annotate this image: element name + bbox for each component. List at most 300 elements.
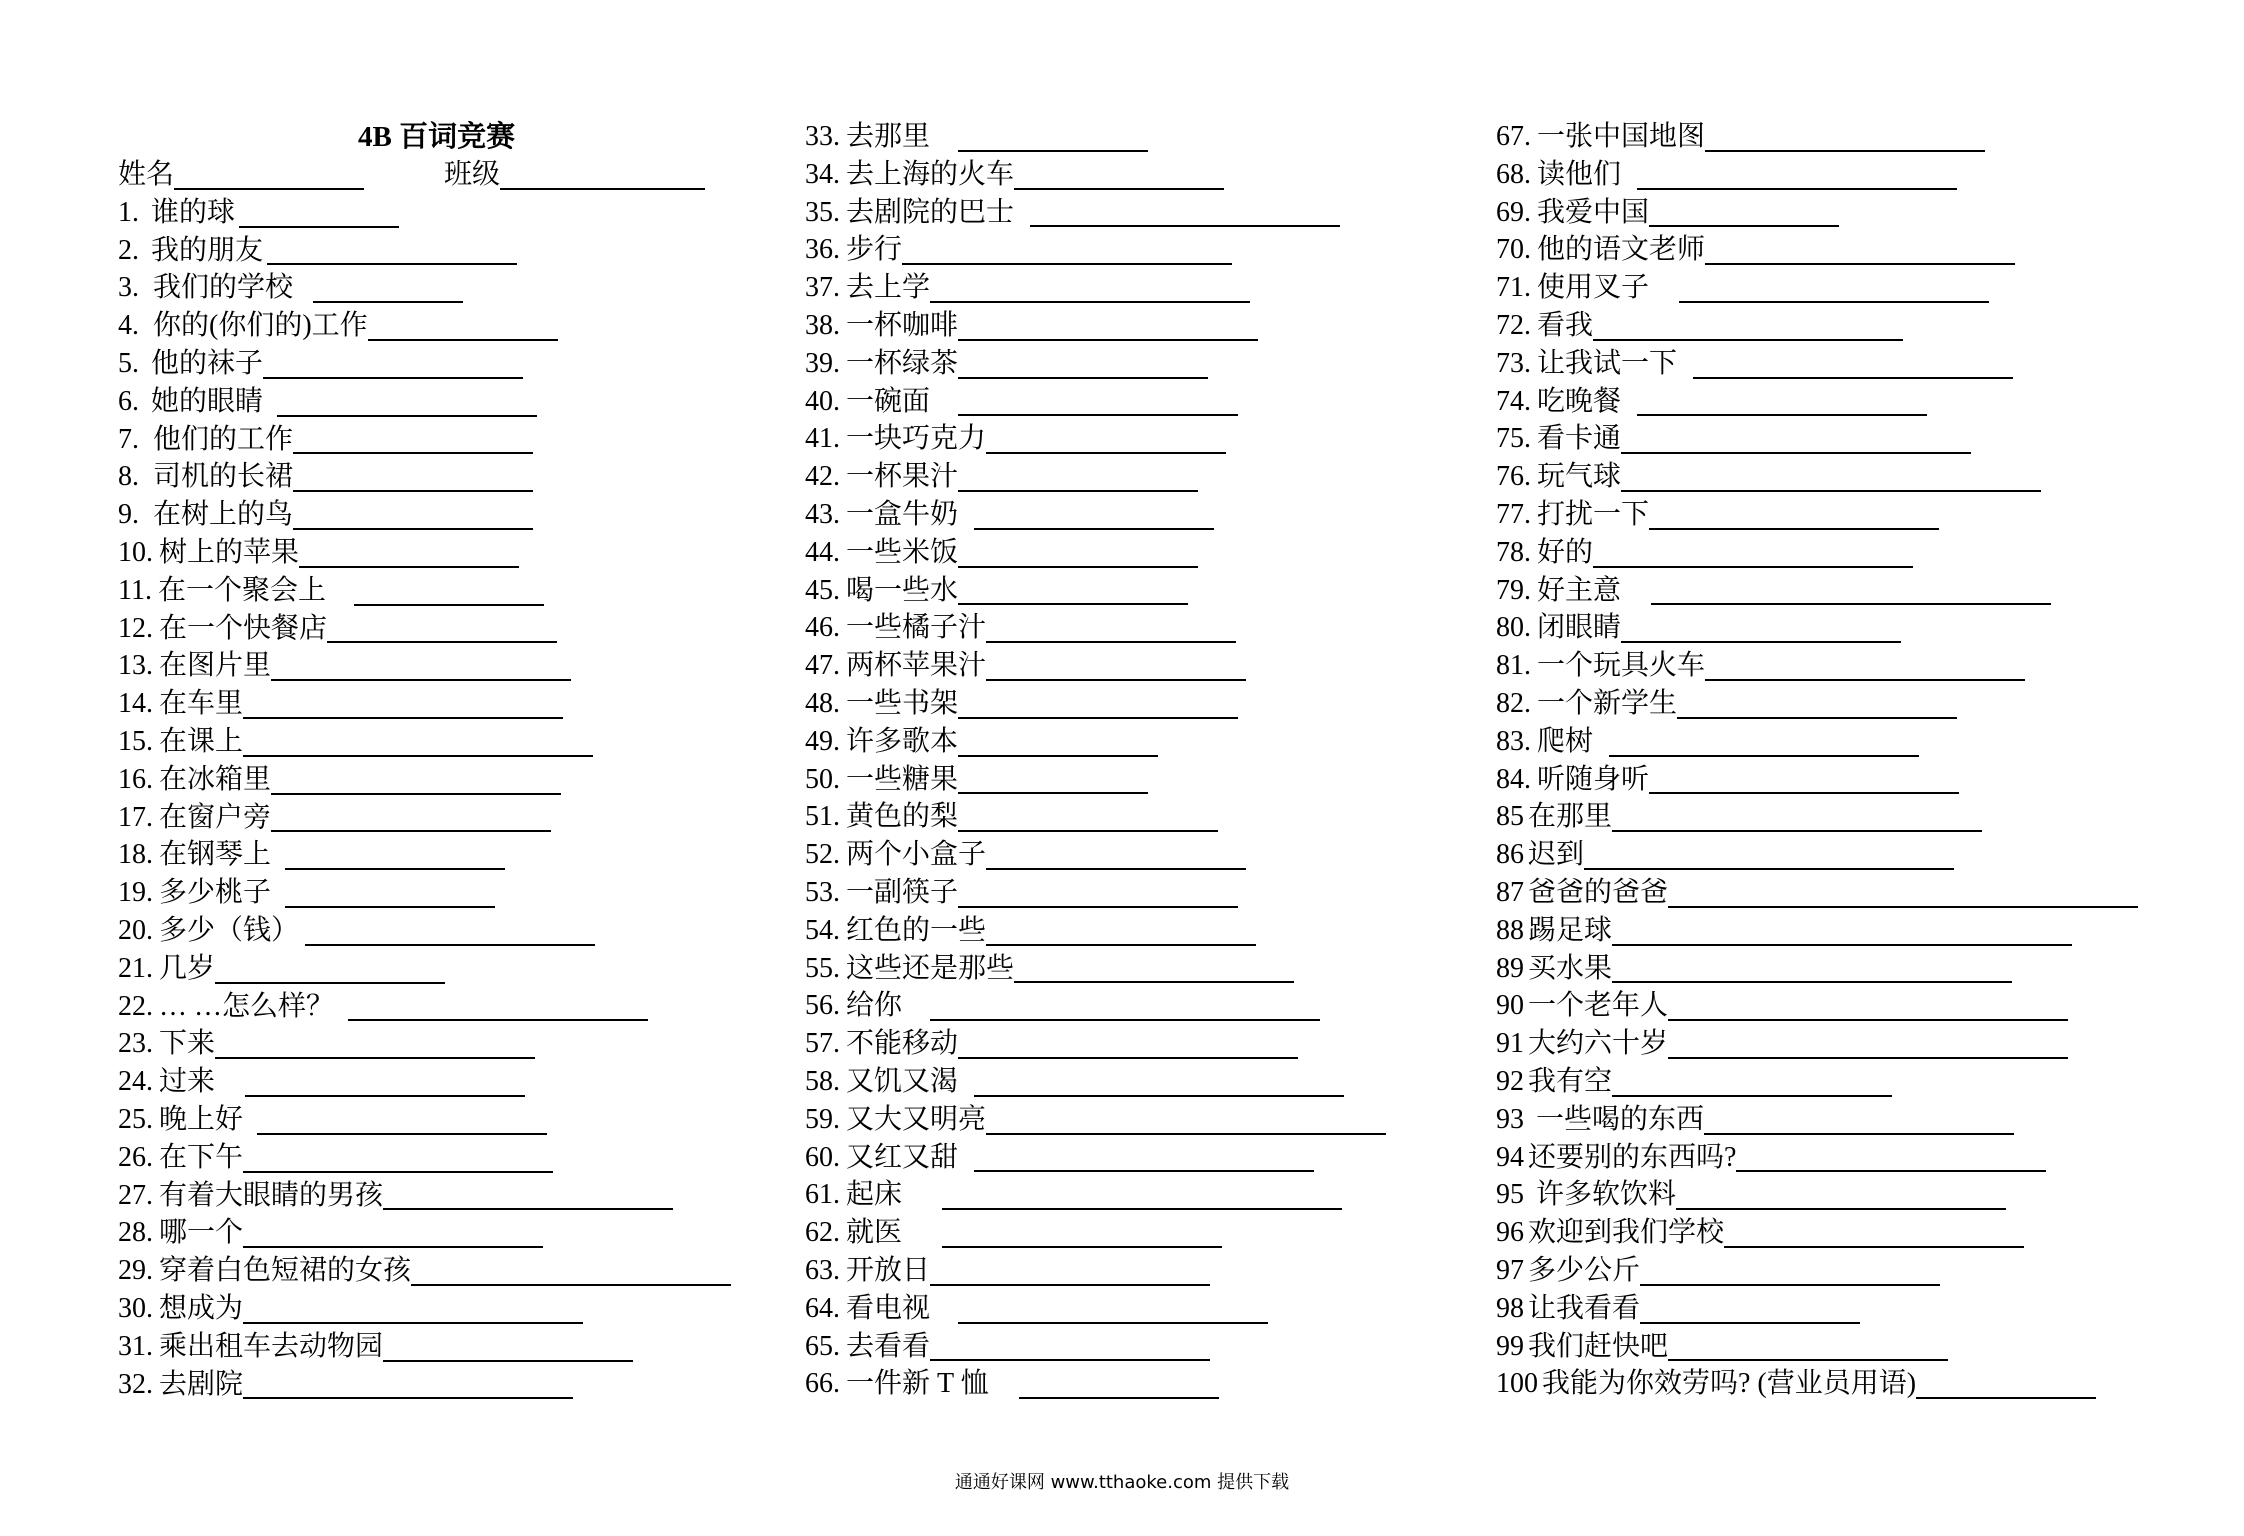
answer-blank[interactable]	[1649, 201, 1839, 227]
answer-blank[interactable]	[299, 542, 519, 568]
item-text: 一些糖果	[846, 763, 959, 795]
answer-blank[interactable]	[1637, 390, 1927, 416]
list-item	[805, 269, 1400, 307]
item-number: 29.	[118, 1255, 153, 1287]
item-text: … …怎么样？	[159, 990, 335, 1022]
list-item	[118, 1252, 758, 1290]
list-item	[118, 799, 758, 837]
answer-blank[interactable]	[1612, 806, 1982, 832]
item-number: 90	[1496, 990, 1524, 1022]
item-number: 57.	[805, 1028, 840, 1060]
item-number: 5.	[118, 347, 139, 379]
answer-blank[interactable]	[1584, 844, 1954, 870]
answer-blank[interactable]	[1649, 768, 1959, 794]
column-3	[1496, 118, 2156, 1403]
list-item	[805, 156, 1400, 194]
item-text: 去看看	[846, 1330, 931, 1362]
answer-blank[interactable]	[215, 958, 445, 984]
item-number: 98	[1496, 1292, 1524, 1324]
item-number: 31.	[118, 1330, 153, 1362]
list-item	[118, 1214, 758, 1252]
item-text: 读他们	[1537, 158, 1622, 190]
item-text: 在课上	[159, 725, 244, 757]
list-item	[1496, 572, 2156, 610]
item-number: 58.	[805, 1065, 840, 1097]
item-number: 38.	[805, 309, 840, 341]
item-text: 一些橘子汁	[846, 612, 987, 644]
answer-blank[interactable]	[986, 655, 1246, 681]
item-text: 看卡通	[1537, 423, 1622, 455]
answer-blank[interactable]	[958, 1033, 1298, 1059]
item-number: 56.	[805, 990, 840, 1022]
item-text: 去那里	[846, 121, 931, 152]
answer-blank[interactable]	[958, 882, 1238, 908]
list-item	[1496, 912, 2156, 950]
list-item	[1496, 1063, 2156, 1101]
answer-blank[interactable]	[974, 1071, 1344, 1097]
answer-blank[interactable]	[930, 277, 1250, 303]
list-item	[805, 383, 1400, 421]
item-text: 许多歌本	[846, 725, 959, 757]
item-text: 在冰箱里	[159, 763, 272, 795]
list-item	[1496, 1328, 2156, 1366]
word-list	[805, 118, 1400, 1403]
item-number: 8.	[118, 461, 139, 493]
list-item	[1496, 458, 2156, 496]
item-number: 42.	[805, 461, 840, 493]
item-text: 他的语文老师	[1537, 234, 1706, 266]
answer-blank[interactable]	[958, 390, 1238, 416]
answer-blank[interactable]	[986, 844, 1246, 870]
answer-blank[interactable]	[1693, 353, 2013, 379]
answer-blank[interactable]	[1677, 693, 1957, 719]
item-number: 53.	[805, 876, 840, 908]
item-number: 75.	[1496, 423, 1531, 455]
answer-blank[interactable]	[974, 504, 1214, 530]
item-text: 步行	[846, 234, 903, 266]
list-item	[805, 1328, 1400, 1366]
item-text: 喝一些水	[846, 574, 959, 606]
item-text: 谁的球	[151, 196, 236, 228]
answer-blank[interactable]	[902, 239, 1232, 265]
answer-blank[interactable]	[1640, 1298, 1860, 1324]
answer-blank[interactable]	[1668, 882, 2138, 908]
class-blank[interactable]	[500, 164, 705, 190]
answer-blank[interactable]	[974, 1146, 1314, 1172]
item-text: 在树上的鸟	[153, 499, 294, 531]
item-text: 让我试一下	[1537, 347, 1678, 379]
answer-blank[interactable]	[245, 1071, 525, 1097]
item-number: 68.	[1496, 158, 1531, 190]
answer-blank[interactable]	[930, 1260, 1210, 1286]
list-item	[805, 307, 1400, 345]
answer-blank[interactable]	[958, 353, 1208, 379]
item-text: 过来	[159, 1066, 216, 1098]
item-text: 乘出租车去动物园	[159, 1330, 384, 1362]
answer-blank[interactable]	[313, 277, 463, 303]
answer-blank[interactable]	[1621, 466, 2041, 492]
class-label: 班级	[444, 159, 501, 190]
item-text: 在一个快餐店	[159, 612, 328, 644]
item-number: 67.	[1496, 121, 1531, 152]
answer-blank[interactable]	[1916, 1373, 2096, 1399]
item-text: 一副筷子	[846, 876, 959, 908]
list-item	[118, 950, 758, 988]
list-item	[1496, 269, 2156, 307]
answer-blank[interactable]	[1649, 504, 1939, 530]
page-title: 4B 百词竞赛	[358, 121, 516, 153]
item-number: 94	[1496, 1141, 1524, 1173]
list-item	[805, 1365, 1400, 1403]
answer-blank[interactable]	[327, 617, 557, 643]
item-number: 27.	[118, 1179, 153, 1211]
answer-blank[interactable]	[1668, 1335, 1948, 1361]
answer-blank[interactable]	[285, 882, 495, 908]
footer-text: 通通好课网 www.tthaoke.com 提供下载	[954, 1472, 1290, 1493]
list-item	[805, 1025, 1400, 1063]
item-text: 我的朋友	[151, 234, 264, 266]
item-number: 21.	[118, 952, 153, 984]
answer-blank[interactable]	[986, 920, 1256, 946]
item-text: 给你	[846, 990, 903, 1022]
item-number: 51.	[805, 801, 840, 833]
answer-blank[interactable]	[958, 315, 1258, 341]
item-number: 72.	[1496, 309, 1531, 341]
list-item	[118, 1290, 758, 1328]
item-text: 穿着白色短裙的女孩	[159, 1255, 412, 1287]
item-text: 树上的苹果	[159, 536, 300, 568]
word-list	[1496, 118, 2156, 1403]
answer-blank[interactable]	[1736, 1146, 2046, 1172]
item-number: 44.	[805, 536, 840, 568]
list-item	[118, 421, 758, 459]
item-text: 玩气球	[1537, 461, 1622, 493]
item-text: 在窗户旁	[159, 801, 272, 833]
item-number: 61.	[805, 1179, 840, 1211]
item-text: 她的眼睛	[151, 385, 264, 417]
list-item	[118, 1101, 758, 1139]
list-item	[1496, 685, 2156, 723]
list-item	[805, 685, 1400, 723]
answer-blank[interactable]	[243, 1147, 553, 1173]
list-item	[118, 345, 758, 383]
list-item	[1496, 118, 2156, 156]
list-item	[1496, 836, 2156, 874]
answer-blank[interactable]	[243, 693, 563, 719]
list-item	[118, 383, 758, 421]
answer-blank[interactable]	[1030, 201, 1340, 227]
answer-blank[interactable]	[243, 1222, 543, 1248]
item-text: 一杯绿茶	[846, 347, 959, 379]
column-2	[805, 118, 1400, 1403]
item-text: 我爱中国	[1537, 196, 1650, 228]
list-item	[118, 836, 758, 874]
list-item	[1496, 194, 2156, 232]
answer-blank[interactable]	[243, 731, 593, 757]
answer-blank[interactable]	[1705, 655, 2025, 681]
answer-blank[interactable]	[1014, 957, 1294, 983]
item-text: 吃晚餐	[1537, 385, 1622, 417]
list-item	[118, 1063, 758, 1101]
answer-blank[interactable]	[1705, 239, 2015, 265]
item-text: 他们的工作	[153, 423, 294, 455]
list-item	[805, 1101, 1400, 1139]
item-number: 4.	[118, 310, 139, 342]
answer-blank[interactable]	[1612, 957, 2012, 983]
answer-blank[interactable]	[1019, 1373, 1219, 1399]
answer-blank[interactable]	[1593, 542, 1913, 568]
answer-blank[interactable]	[958, 693, 1238, 719]
answer-blank[interactable]	[958, 731, 1158, 757]
answer-blank[interactable]	[1612, 920, 2072, 946]
answer-blank[interactable]	[1651, 579, 2051, 605]
answer-blank[interactable]	[277, 391, 537, 417]
answer-blank[interactable]	[1609, 731, 1919, 757]
item-text: 一些米饭	[846, 536, 959, 568]
answer-blank[interactable]	[958, 542, 1198, 568]
item-text: 我们赶快吧	[1528, 1330, 1669, 1362]
item-text: 我能为你效劳吗? (营业员用语)	[1542, 1368, 1917, 1400]
answer-blank[interactable]	[271, 769, 561, 795]
item-text: 打扰一下	[1537, 498, 1650, 530]
item-number: 41.	[805, 423, 840, 455]
answer-blank[interactable]	[1668, 995, 2068, 1021]
item-text: 使用叉子	[1537, 272, 1650, 304]
item-text: 在图片里	[159, 650, 272, 682]
list-item	[1496, 950, 2156, 988]
answer-blank[interactable]	[267, 239, 517, 265]
list-item	[805, 345, 1400, 383]
item-number: 64.	[805, 1292, 840, 1324]
item-number: 65.	[805, 1330, 840, 1362]
answer-blank[interactable]	[986, 428, 1226, 454]
item-number: 80.	[1496, 612, 1531, 644]
item-text: 又饥又渴	[846, 1065, 959, 1097]
answer-blank[interactable]	[986, 1109, 1386, 1135]
item-number: 82.	[1496, 687, 1531, 719]
list-item	[805, 950, 1400, 988]
answer-blank[interactable]	[293, 428, 533, 454]
item-text: 去剧院	[159, 1368, 244, 1400]
item-number: 33.	[805, 121, 840, 152]
item-text: 爸爸的爸爸	[1528, 876, 1669, 908]
item-text: 开放日	[846, 1254, 931, 1286]
item-number: 83.	[1496, 725, 1531, 757]
answer-blank[interactable]	[305, 920, 595, 946]
answer-blank[interactable]	[271, 806, 551, 832]
list-item	[118, 761, 758, 799]
item-text: 一个老年人	[1528, 990, 1669, 1022]
item-text: 爬树	[1537, 725, 1594, 757]
answer-blank[interactable]	[942, 1184, 1342, 1210]
answer-blank[interactable]	[1704, 1109, 2014, 1135]
item-number: 54.	[805, 914, 840, 946]
answer-blank[interactable]	[243, 1298, 583, 1324]
name-blank[interactable]	[174, 164, 364, 190]
item-number: 32.	[118, 1368, 153, 1400]
item-text: 多少公斤	[1528, 1254, 1641, 1286]
item-text: 买水果	[1528, 952, 1613, 984]
item-number: 59.	[805, 1103, 840, 1135]
item-text: 迟到	[1528, 839, 1585, 871]
answer-blank[interactable]	[1668, 1033, 2068, 1059]
answer-blank[interactable]	[1612, 1071, 1892, 1097]
item-text: 我们的学校	[153, 272, 294, 304]
answer-blank[interactable]	[1640, 1260, 1940, 1286]
list-item	[805, 874, 1400, 912]
item-text: 就医	[846, 1217, 903, 1249]
answer-blank[interactable]	[1676, 1184, 2006, 1210]
answer-blank[interactable]	[383, 1336, 633, 1362]
item-number: 74.	[1496, 385, 1531, 417]
answer-blank[interactable]	[958, 579, 1188, 605]
list-item	[805, 194, 1400, 232]
list-item	[805, 647, 1400, 685]
item-text: 好的	[1537, 536, 1594, 568]
item-number: 69.	[1496, 196, 1531, 228]
item-number: 11.	[118, 574, 152, 606]
item-number: 48.	[805, 687, 840, 719]
item-text: 在一个聚会上	[157, 574, 326, 606]
item-text: 看我	[1537, 309, 1594, 341]
item-number: 43.	[805, 498, 840, 530]
item-number: 71.	[1496, 272, 1531, 304]
answer-blank[interactable]	[293, 504, 533, 530]
item-number: 99	[1496, 1330, 1524, 1362]
answer-blank[interactable]	[368, 315, 558, 341]
answer-blank[interactable]	[1705, 126, 1985, 152]
item-number: 12.	[118, 612, 153, 644]
item-number: 13.	[118, 650, 153, 682]
list-item	[805, 496, 1400, 534]
item-text: 欢迎到我们学校	[1528, 1217, 1725, 1249]
answer-blank[interactable]	[271, 655, 571, 681]
list-item	[118, 307, 758, 345]
item-text: 两个小盒子	[846, 839, 987, 871]
item-number: 1.	[118, 196, 139, 228]
answer-blank[interactable]	[293, 466, 533, 492]
item-number: 39.	[805, 347, 840, 379]
item-text: 我有空	[1528, 1065, 1613, 1097]
item-text: 一张中国地图	[1537, 121, 1706, 152]
list-item	[805, 572, 1400, 610]
answer-blank[interactable]	[215, 1033, 535, 1059]
list-item	[805, 420, 1400, 458]
list-item	[805, 912, 1400, 950]
answer-blank[interactable]	[1014, 164, 1224, 190]
answer-blank[interactable]	[348, 995, 648, 1021]
item-number: 14.	[118, 688, 153, 720]
answer-blank[interactable]	[354, 580, 544, 606]
list-item	[118, 496, 758, 534]
answer-blank[interactable]	[958, 768, 1148, 794]
item-text: 一个新学生	[1537, 687, 1678, 719]
item-text: 多少（钱）	[159, 914, 300, 946]
item-text: 几岁	[159, 952, 216, 984]
answer-blank[interactable]	[930, 995, 1320, 1021]
item-text: 司机的长裙	[153, 461, 294, 493]
item-number: 97	[1496, 1254, 1524, 1286]
list-item	[118, 534, 758, 572]
item-number: 45.	[805, 574, 840, 606]
item-text: 你的(你们的)工作	[153, 310, 368, 342]
list-item	[118, 874, 758, 912]
answer-blank[interactable]	[1621, 428, 1971, 454]
item-text: 踢足球	[1528, 914, 1613, 946]
answer-blank[interactable]	[942, 1222, 1222, 1248]
item-text: 好主意	[1537, 574, 1622, 606]
answer-blank[interactable]	[285, 844, 505, 870]
list-item	[118, 1328, 758, 1366]
item-number: 20.	[118, 914, 153, 946]
list-item	[118, 572, 758, 610]
item-text: 多少桃子	[159, 877, 272, 909]
list-item	[805, 231, 1400, 269]
answer-blank[interactable]	[986, 617, 1236, 643]
answer-blank[interactable]	[958, 1298, 1268, 1324]
answer-blank[interactable]	[239, 202, 399, 228]
answer-blank[interactable]	[958, 126, 1148, 152]
item-number: 10.	[118, 536, 153, 568]
answer-blank[interactable]	[1621, 617, 1901, 643]
answer-blank[interactable]	[1724, 1222, 2024, 1248]
list-item	[118, 723, 758, 761]
answer-blank[interactable]	[958, 466, 1198, 492]
item-text: 又红又甜	[846, 1141, 959, 1173]
item-number: 25.	[118, 1103, 153, 1135]
item-number: 60.	[805, 1141, 840, 1173]
item-number: 85	[1496, 801, 1524, 833]
item-text: 听随身听	[1537, 763, 1650, 795]
list-item	[805, 118, 1400, 156]
list-item	[805, 1252, 1400, 1290]
item-text: 一个玩具火车	[1537, 650, 1706, 682]
header-line	[118, 156, 758, 194]
list-item	[118, 647, 758, 685]
item-text: 一些书架	[846, 687, 959, 719]
list-item	[1496, 1176, 2156, 1214]
answer-blank[interactable]	[1637, 164, 1957, 190]
answer-blank[interactable]	[958, 806, 1218, 832]
list-item	[1496, 798, 2156, 836]
item-number: 2.	[118, 234, 139, 266]
list-item	[1496, 1290, 2156, 1328]
item-text: 一块巧克力	[846, 423, 987, 455]
answer-blank[interactable]	[243, 1373, 573, 1399]
item-number: 18.	[118, 839, 153, 871]
item-number: 76.	[1496, 461, 1531, 493]
item-number: 96	[1496, 1217, 1524, 1249]
item-number: 6.	[118, 385, 139, 417]
item-number: 35.	[805, 196, 840, 228]
answer-blank[interactable]	[411, 1260, 731, 1286]
list-item	[805, 609, 1400, 647]
answer-blank[interactable]	[930, 1335, 1210, 1361]
item-number: 92	[1496, 1065, 1524, 1097]
item-text: 在钢琴上	[159, 839, 272, 871]
item-number: 40.	[805, 385, 840, 417]
answer-blank[interactable]	[263, 353, 523, 379]
answer-blank[interactable]	[1679, 277, 1989, 303]
item-text: 不能移动	[846, 1028, 959, 1060]
list-item	[1496, 307, 2156, 345]
name-label: 姓名	[118, 159, 175, 190]
answer-blank[interactable]	[257, 1109, 547, 1135]
item-number: 16.	[118, 763, 153, 795]
item-number: 34.	[805, 158, 840, 190]
answer-blank[interactable]	[1593, 315, 1903, 341]
answer-blank[interactable]	[383, 1184, 673, 1210]
